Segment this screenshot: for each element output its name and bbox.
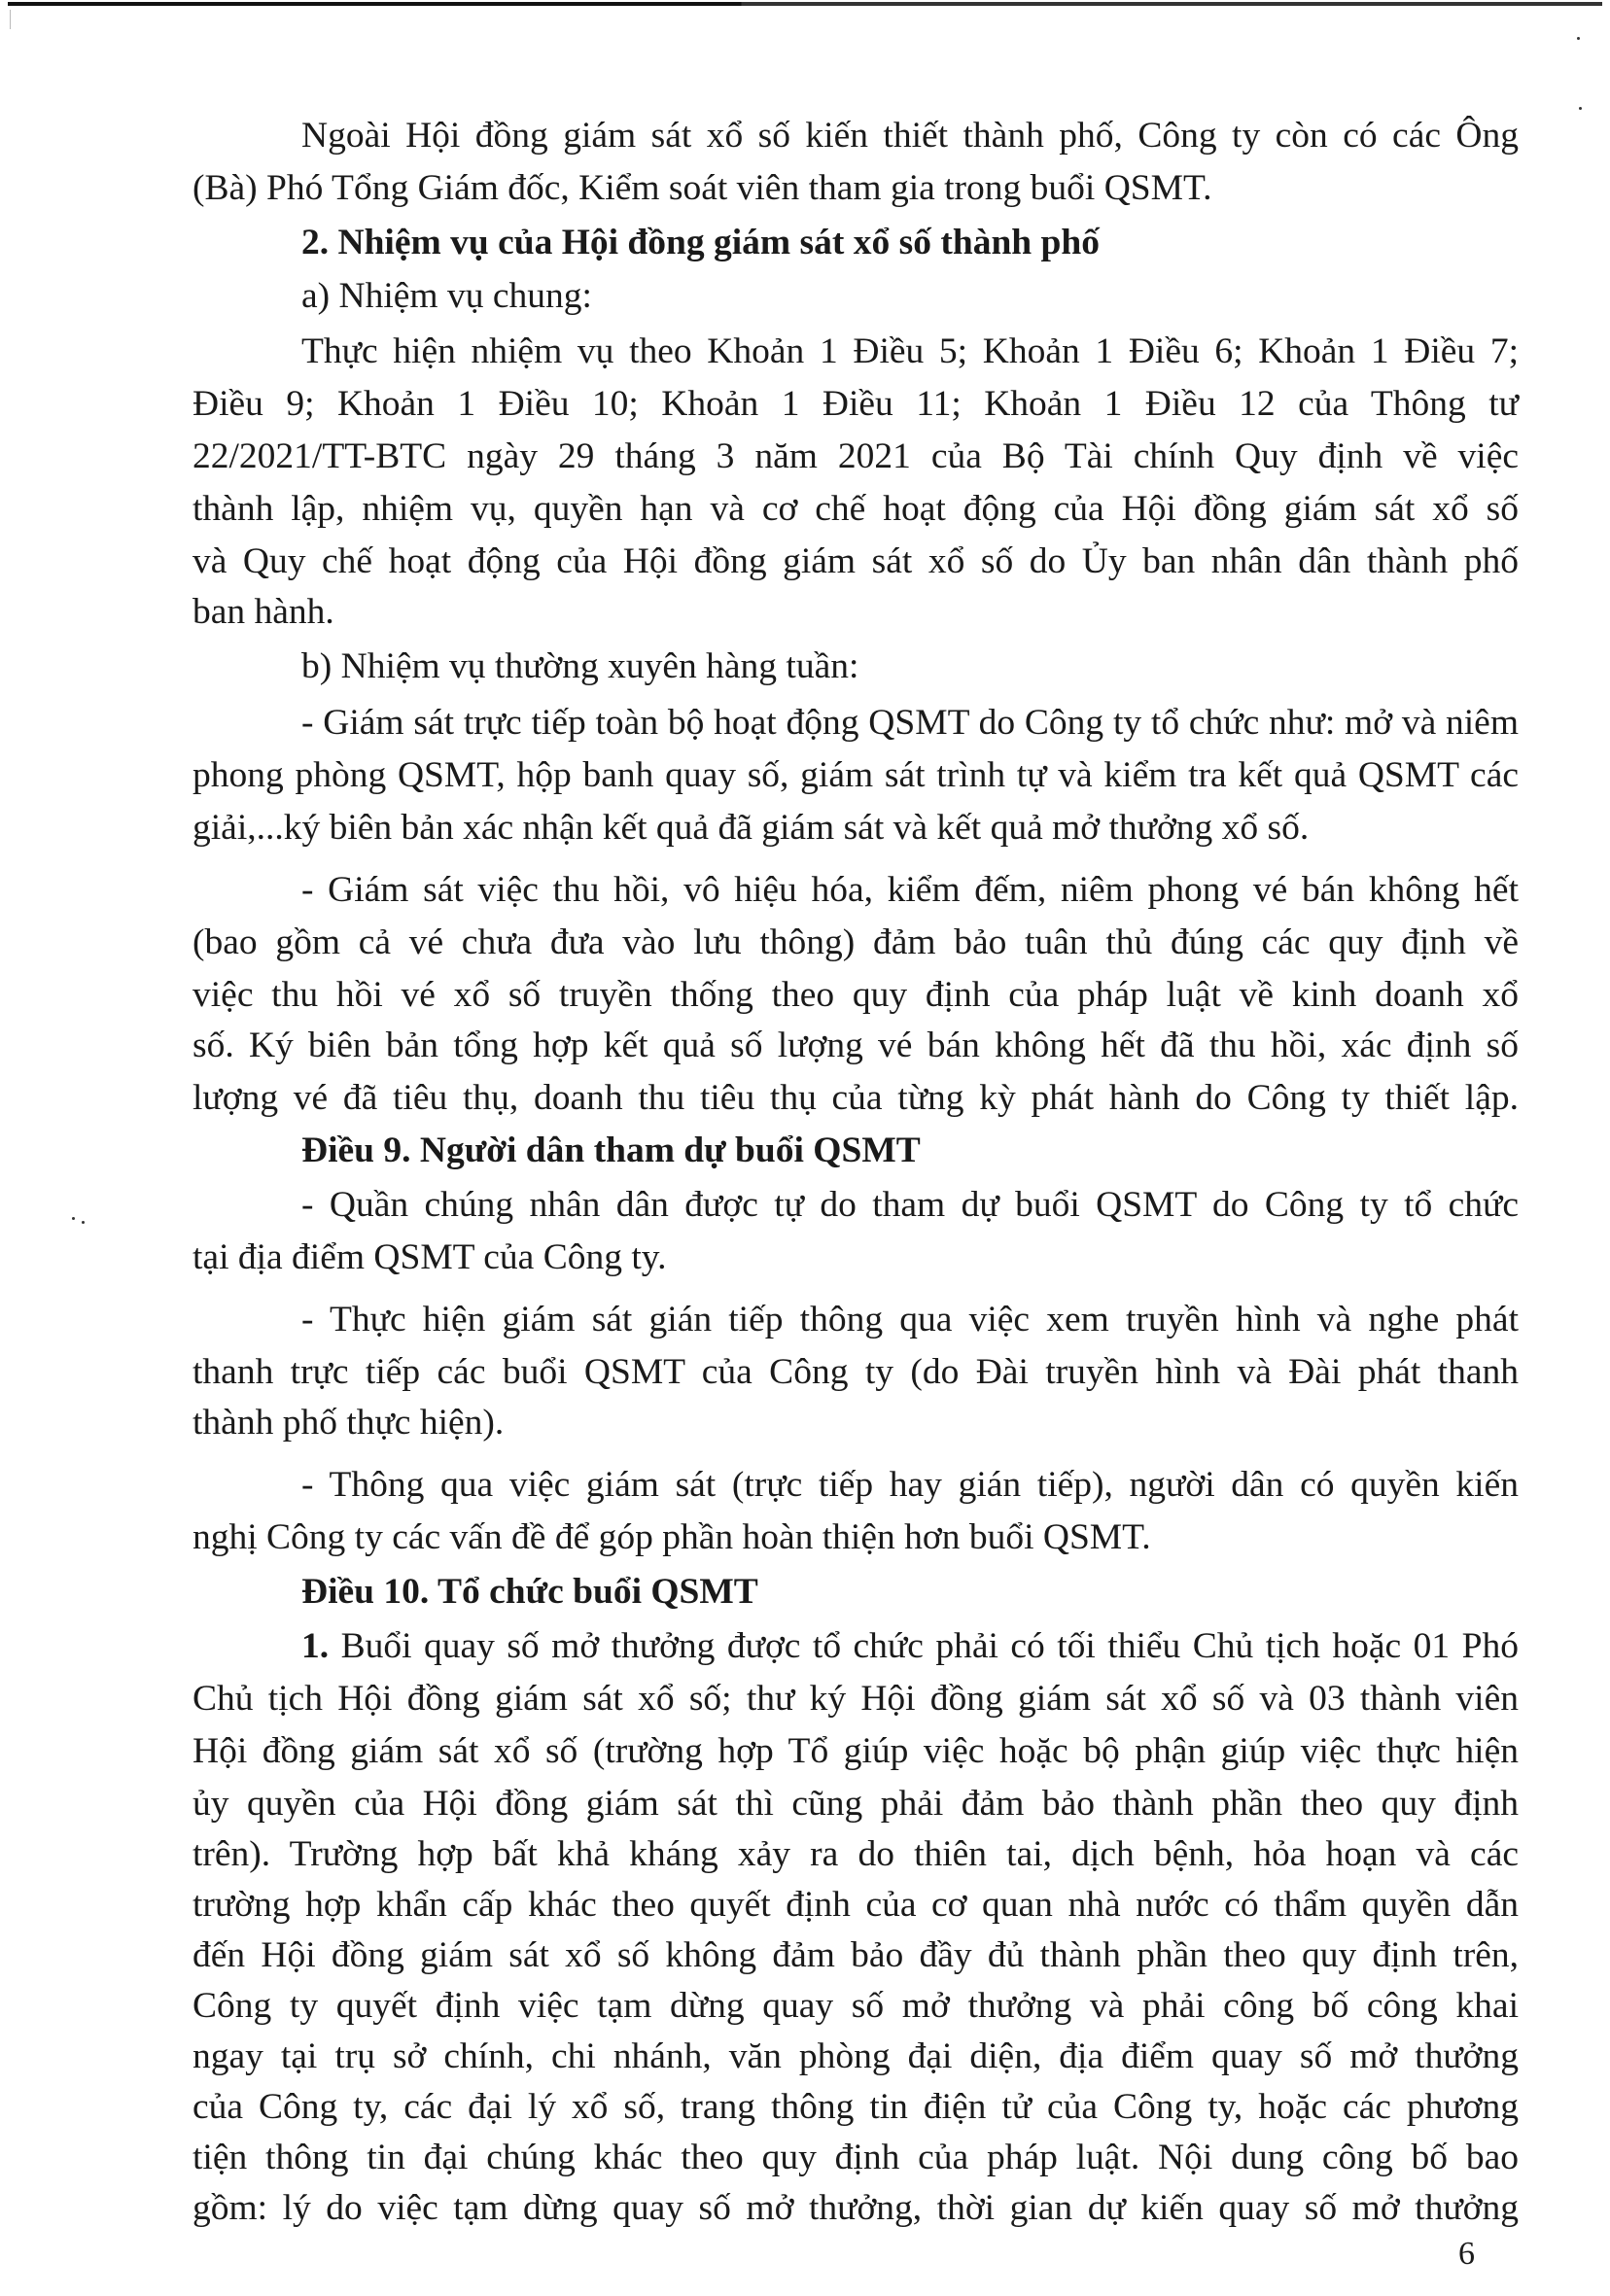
text-line: 22/2021/TT-BTC ngày 29 tháng 3 năm 2021 của Bộ Tài chính Quy định về việc	[192, 436, 1519, 476]
text-line: Điều 9; Khoản 1 Điều 10; Khoản 1 Điều 11; Khoản 1 Điều 12 của Thông tư	[192, 384, 1519, 424]
text-line: thành lập, nhiệm vụ, quyền hạn và cơ chế hoạt động của Hội đồng giám sát xổ số	[192, 489, 1519, 529]
subsection-label: b) Nhiệm vụ thường xuyên hàng tuần:	[301, 646, 859, 686]
text-line: ban hành.	[192, 592, 334, 632]
clause-number: 1.	[301, 1626, 330, 1666]
article-heading: Điều 9. Người dân tham dự buổi QSMT	[301, 1131, 921, 1170]
text-line: Thực hiện nhiệm vụ theo Khoản 1 Điều 5; Khoản 1 Điều 6; Khoản 1 Điều 7;	[301, 331, 1519, 371]
text-line: tiện thông tin đại chúng khác theo quy định của pháp luật. Nội dung công bố bao	[192, 2138, 1519, 2177]
text-line: Hội đồng giám sát xổ số (trường hợp Tổ giúp việc hoặc bộ phận giúp việc thực hiện	[192, 1731, 1519, 1771]
text-line: thành phố thực hiện).	[192, 1403, 505, 1443]
scan-top-border	[8, 2, 1602, 6]
text-line: việc thu hồi vé xổ số truyền thống theo quy định của pháp luật về kinh doanh xổ	[192, 975, 1519, 1015]
text-line: tại địa điểm QSMT của Công ty.	[192, 1237, 667, 1277]
text-line: phong phòng QSMT, hộp banh quay số, giám sát trình tự và kiểm tra kết quả QSMT các	[192, 755, 1519, 795]
text-line: - Giám sát việc thu hồi, vô hiệu hóa, kiểm đếm, niêm phong vé bán không hết	[301, 870, 1519, 910]
text-line: (Bà) Phó Tổng Giám đốc, Kiểm soát viên tham gia trong buổi QSMT.	[192, 168, 1212, 208]
text-line: gồm: lý do việc tạm dừng quay số mở thưởng, thời gian dự kiến quay số mở thưởng	[192, 2188, 1519, 2228]
text-line: ngay tại trụ sở chính, chi nhánh, văn phòng đại diện, địa điểm quay số mở thưởng	[192, 2036, 1519, 2076]
page-number: 6	[1458, 2236, 1475, 2272]
text-line: - Thực hiện giám sát gián tiếp thông qua việc xem truyền hình và nghe phát	[301, 1300, 1519, 1339]
text-line: nghị Công ty các vấn đề để góp phần hoàn thiện hơn buổi QSMT.	[192, 1517, 1151, 1557]
text-line	[301, 1625, 1519, 1668]
text-line: thanh trực tiếp các buổi QSMT của Công ty (do Đài truyền hình và Đài phát thanh	[192, 1352, 1519, 1392]
text-line: trên). Trường hợp bất khả kháng xảy ra do thiên tai, dịch bệnh, hỏa hoạn và các	[192, 1834, 1519, 1874]
text-line: đến Hội đồng giám sát xổ số không đảm bảo đầy đủ thành phần theo quy định trên,	[192, 1935, 1519, 1975]
text-line: giải,...ký biên bản xác nhận kết quả đã giám sát và kết quả mở thưởng xổ số.	[192, 808, 1310, 848]
text-line: lượng vé đã tiêu thụ, doanh thu tiêu thụ của từng kỳ phát hành do Công ty thiết lập.	[192, 1078, 1519, 1118]
text-line: - Thông qua việc giám sát (trực tiếp hay gián tiếp), người dân có quyền kiến	[301, 1465, 1519, 1505]
subsection-label: a) Nhiệm vụ chung:	[301, 276, 592, 316]
scan-speck	[82, 1221, 85, 1224]
text-line: (bao gồm cả vé chưa đưa vào lưu thông) đảm bảo tuân thủ đúng các quy định về	[192, 922, 1519, 962]
scan-speck	[72, 1217, 75, 1220]
text-line: trường hợp khẩn cấp khác theo quyết định của cơ quan nhà nước có thẩm quyền dẫn	[192, 1885, 1519, 1925]
text-line: - Quần chúng nhân dân được tự do tham dự buổi QSMT do Công ty tổ chức	[301, 1185, 1519, 1225]
scan-speck	[1579, 107, 1582, 110]
text-line: Ngoài Hội đồng giám sát xổ số kiến thiết thành phố, Công ty còn có các Ông	[301, 116, 1519, 156]
text-line: Công ty quyết định việc tạm dừng quay số mở thưởng và phải công bố công khai	[192, 1986, 1519, 2026]
scan-left-edge	[10, 10, 11, 29]
text-line: - Giám sát trực tiếp toàn bộ hoạt động QSMT do Công ty tổ chức như: mở và niêm	[301, 703, 1519, 743]
text-line: của Công ty, các đại lý xổ số, trang thông tin điện tử của Công ty, hoặc các phương	[192, 2087, 1519, 2127]
scan-speck	[1577, 37, 1580, 40]
section-heading: 2. Nhiệm vụ của Hội đồng giám sát xổ số thành phố	[301, 223, 1100, 262]
text-line: ủy quyền của Hội đồng giám sát thì cũng phải đảm bảo thành phần theo quy định	[192, 1784, 1519, 1824]
text-line: số. Ký biên bản tổng hợp kết quả số lượng vé bán không hết đã thu hồi, xác định số	[192, 1026, 1519, 1065]
text-line: và Quy chế hoạt động của Hội đồng giám sát xổ số do Ủy ban nhân dân thành phố	[192, 541, 1519, 581]
article-heading: Điều 10. Tổ chức buổi QSMT	[301, 1572, 758, 1612]
text-span: Buổi quay số mở thưởng được tổ chức phải có tối thiểu Chủ tịch hoặc 01 Phó	[329, 1626, 1519, 1666]
text-line: Chủ tịch Hội đồng giám sát xổ số; thư ký Hội đồng giám sát xổ số và 03 thành viên	[192, 1679, 1519, 1719]
